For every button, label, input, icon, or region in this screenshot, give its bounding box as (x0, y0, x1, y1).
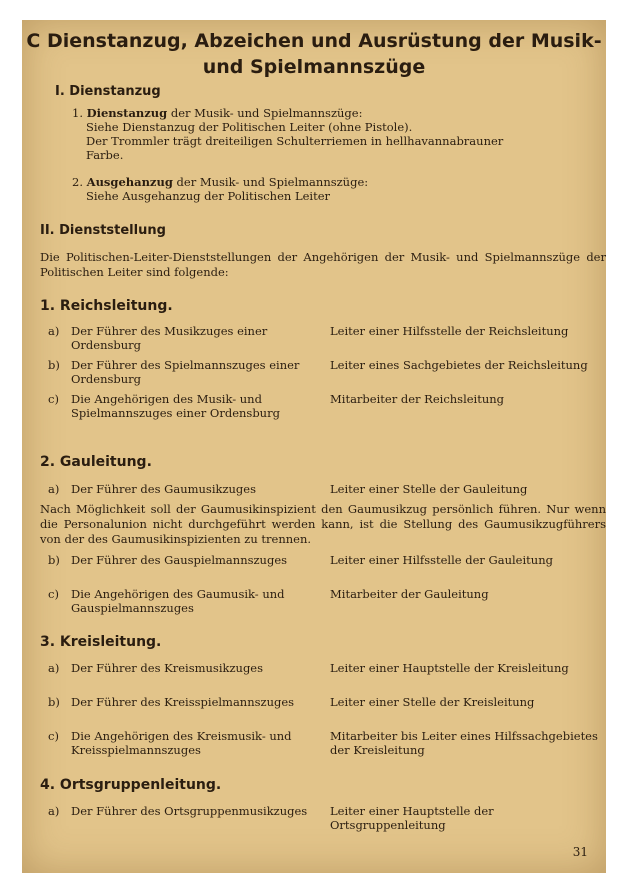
group-heading-reichsleitung: 1. Reichsleitung. (40, 298, 173, 314)
chapter-title-line-2: und Spielmannszüge (202, 56, 426, 78)
item-1-line-4: Farbe. (86, 148, 124, 162)
item-1-line-1: 1. Dienstanzug der Musik- und Spielmannszüge: (72, 106, 363, 120)
item-2-line-2: Siehe Ausgehanzug der Politischen Leiter (86, 189, 330, 203)
section-heading-dienstanzug: I. Dienstanzug (55, 84, 161, 99)
gauleitung-note-paragraph: Nach Möglichkeit soll der Gaumusikinspizient den Gaumusikzug persönlich führen. Nur wenn die Personalunion nicht durchgeführt werden kann, ist die Stellung des Gaumusikzugführers von der des Gaumusikinspizienten zu trennen. (40, 502, 606, 546)
item-1-line-3: Der Trommler trägt dreiteiligen Schulterriemen in hellhavannabrauner (86, 134, 504, 148)
item-2-line-1: 2. Ausgehanzug der Musik- und Spielmannszüge: (72, 175, 369, 189)
section-intro-paragraph: Die Politischen-Leiter-Dienststellungen der Angehörigen der Musik- und Spielmannszüge der Politischen Leiter sind folgende: (40, 250, 606, 279)
page-number: 31 (572, 845, 588, 859)
section-heading-dienststellung: II. Dienststellung (40, 223, 166, 238)
book-page: C Dienstanzug, Abzeichen und Ausrüstung der Musik- und Spielmannszüge I. Dienstanzug 1. Dienstanzug der Musik- und Spielmannszüge: Siehe Dienstanzug der Politischen Leiter (ohne Pistole). Der Trommler trägt dreiteiligen Schulterriemen in hellhavannabrauner Farbe. 2. Ausgehanzug der Musik- und Spielmannszüge: Siehe Ausgehanzug der Politischen Leiter II. Dienststellung Die Politischen-Leiter-Dienststellungen der Angehörigen der Musik- und Spielmannszüge der Politischen Leiter sind folgende: 1. Reichsleitung. a) Der Führer des Musikzuges einer Ordensburg Leiter einer Hilfsstelle der Reichsleitung b) Der Führer des Spielmannszuges einer Ordensburg Leiter eines Sachgebietes der Reichsleitung c) Die Angehörigen des Musik- und Spielmannszuges einer Ordensburg Mitarbeiter der Reichsleitung 2. Gauleitung. a) Der Führer des Gaumusikzuges Leiter einer Stelle der Gauleitung Nach Möglichkeit soll der Gaumusikinspizient den Gaumusikzug persönlich führen. Nur wenn die Personalunion nicht durchgeführt werden kann, ist die Stellung des Gaumusikzugführers von der des Gaumusikinspizienten zu trennen. b) Der Führer des Gauspielmannszuges Leiter einer Hilfsstelle der Gauleitung c) Die Angehörigen des Gaumusik- und Gauspielmannszuges Mitarbeiter der Gauleitung 3. Kreisleitung. a) Der Führer des Kreismusikzuges Leiter einer Hauptstelle der Kreisleitung b) Der Führer des Kreisspielmannszuges Leiter einer Stelle der Kreisleitung c) Die Angehörigen des Kreismusik- und Kreisspielmannszuges Mitarbeiter bis Leiter eines Hilfssachgebietes der Kreisleitung 4. Ortsgruppenleitung. a) Der Führer des Ortsgruppenmusikzuges Leiter einer Hauptstelle der Ortsgruppenleitung 31 (22, 20, 606, 873)
chapter-title-line-1: C Dienstanzug, Abzeichen und Ausrüstung der Musik- (26, 30, 602, 52)
item-1-line-2: Siehe Dienstanzug der Politischen Leiter (ohne Pistole). (86, 120, 413, 134)
group-heading-ortsgruppenleitung: 4. Ortsgruppenleitung. (40, 777, 222, 793)
group-heading-gauleitung: 2. Gauleitung. (40, 454, 152, 470)
group-heading-kreisleitung: 3. Kreisleitung. (40, 634, 162, 650)
